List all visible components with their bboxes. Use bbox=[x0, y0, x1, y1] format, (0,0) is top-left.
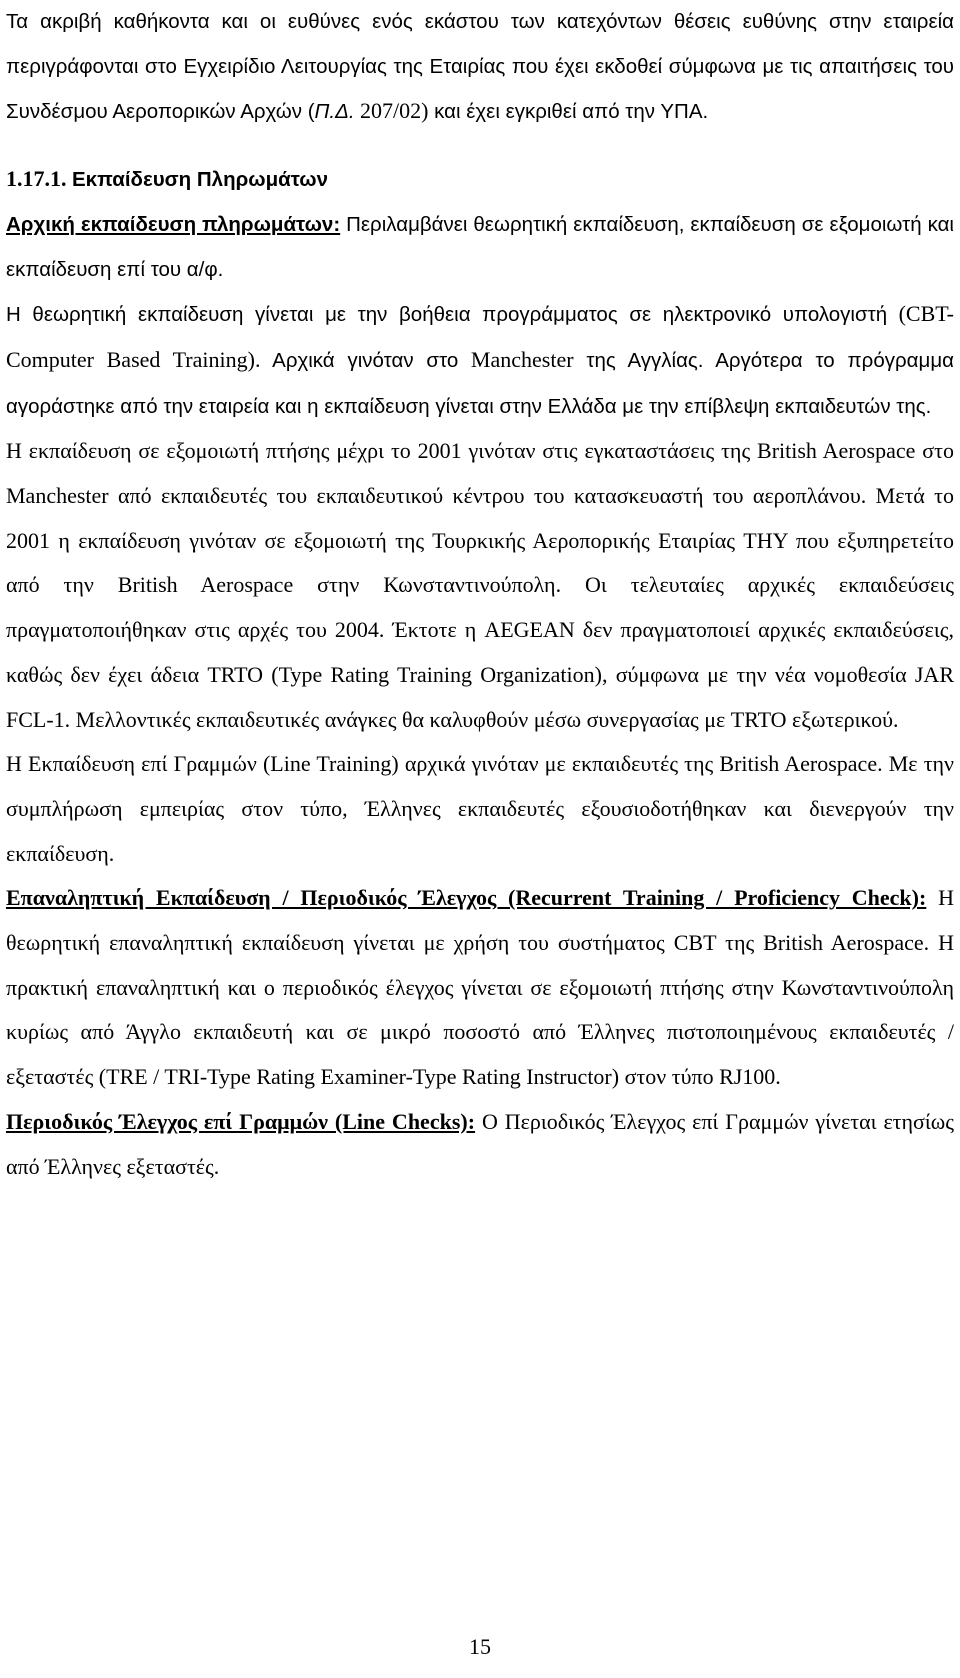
section-number: 1.17.1. bbox=[6, 166, 67, 192]
document-body bbox=[6, 0, 954, 1189]
theory-part-4: Manchester bbox=[458, 346, 574, 372]
recurrent-training-label: Επαναληπτική Εκπαίδευση / Περιοδικός Έλεγχος (Recurrent Training / Proficiency Check): bbox=[6, 885, 927, 911]
simulator-paragraph: Η εκπαίδευση σε εξομοιωτή πτήσης μέχρι το 2001 γινόταν στις εγκαταστάσεις της British Aerospace στο Manchester από εκπαιδευτές του εκπαιδευτικού κέντρου του κατασκευαστή του αεροπλάνου. Μετά το 2001 η εκπαίδευση γινόταν σε εξομοιωτή της Τουρκικής Αεροπορικής Εταιρίας THY που εξυπηρετείτο από την British Aerospace στην Κωνσταντινούπολη. Οι τελευταίες αρχικές εκπαιδεύσεις πραγματοποιήθηκαν στις αρχές του 2004. Έκτοτε η AEGEAN δεν πραγματοποιεί αρχικές εκπαιδεύσεις, καθώς δεν έχει άδεια TRTO (Type Rating Training Organization), σύμφωνα με την νέα νομοθεσία JAR FCL-1. Μελλοντικές εκπαιδευτικές ανάγκες θα καλυφθούν μέσω συνεργασίας με TRTO εξωτερικού. bbox=[6, 438, 954, 732]
line-checks-paragraph bbox=[6, 1100, 954, 1189]
initial-training-label: Αρχική εκπαίδευση πληρωμάτων: bbox=[6, 212, 341, 236]
theory-part-2: (CBT-Computer Based Training). bbox=[6, 301, 955, 372]
line-checks-text: Ο Περιοδικός Έλεγχος επί Γραμμών γίνεται ετησίως από Έλληνες εξεταστές. bbox=[6, 1108, 954, 1179]
initial-training-paragraph bbox=[6, 203, 954, 292]
section-heading bbox=[6, 157, 954, 203]
recurrent-training-text: Η θεωρητική επαναληπτική εκπαίδευση γίνεται με χρήση του συστήματος CBT της British Aerospace. Η πρακτική επαναληπτική και ο περιοδικός έλεγχος γίνεται σε εξομοιωτή πτήσης στην Κωνσταντινούπολη κυρίως από Άγγλο εκπαιδευτή και σε μικρό ποσοστό από Έλληνες πιστοποιημένους εκπαιδευτές / εξεταστές (TRE / TRI-Type Rating Examiner-Type Rating Instructor) στον τύπο RJ100. bbox=[6, 885, 954, 1090]
theory-part-1: Η θεωρητική εκπαίδευση γίνεται με την βοήθεια προγράμματος σε ηλεκτρονικό υπολογιστή bbox=[6, 303, 888, 327]
intro-paragraph bbox=[6, 0, 954, 135]
intro-text: Τα ακριβή καθήκοντα και οι ευθύνες ενός εκάστου των κατεχόντων θέσεις ευθύνης στην εταιρεία περιγράφονται στο Εγχειρίδιο Λειτουργίας της Εταιρίας που έχει εκδοθεί σύμφωνα με τις απαιτήσεις του Συνδέσμου Αεροπορικών Αρχών ( bbox=[6, 10, 954, 124]
initial-training-text: Περιλαμβάνει θεωρητική εκπαίδευση, εκπαίδευση σε εξομοιωτή και εκπαίδευση επί του α/φ. bbox=[6, 212, 954, 281]
line-training-paragraph: Η Εκπαίδευση επί Γραμμών (Line Training) αρχικά γινόταν με εκπαιδευτές της British Aerospace. Με την συμπλήρωση εμπειρίας στον τύπο, Έλληνες εκπαιδευτές εξουσιοδοτήθηκαν και διενεργούν την εκπαίδευση. bbox=[6, 751, 954, 866]
recurrent-training-paragraph bbox=[6, 876, 954, 1100]
line-checks-label: Περιοδικός Έλεγχος επί Γραμμών (Line Checks): bbox=[6, 1108, 476, 1134]
theory-part-5: της Αγγλίας. Αργότερα το πρόγραμμα αγοράστηκε από την εταιρεία και η εκπαίδευση γίνεται στην Ελλάδα με την επίβλεψη εκπαιδευτών της. bbox=[6, 348, 954, 418]
intro-reference-number: 207/02) bbox=[354, 98, 429, 124]
theory-part-3: Αρχικά γινόταν στο bbox=[260, 348, 459, 372]
intro-tail: και έχει εγκριθεί από την ΥΠΑ. bbox=[428, 100, 709, 124]
page-number: 15 bbox=[469, 1634, 491, 1659]
section-title: Εκπαίδευση Πληρωμάτων bbox=[72, 168, 329, 192]
intro-reference-italic: Π.Δ. bbox=[314, 100, 355, 124]
theory-paragraph bbox=[6, 292, 954, 429]
